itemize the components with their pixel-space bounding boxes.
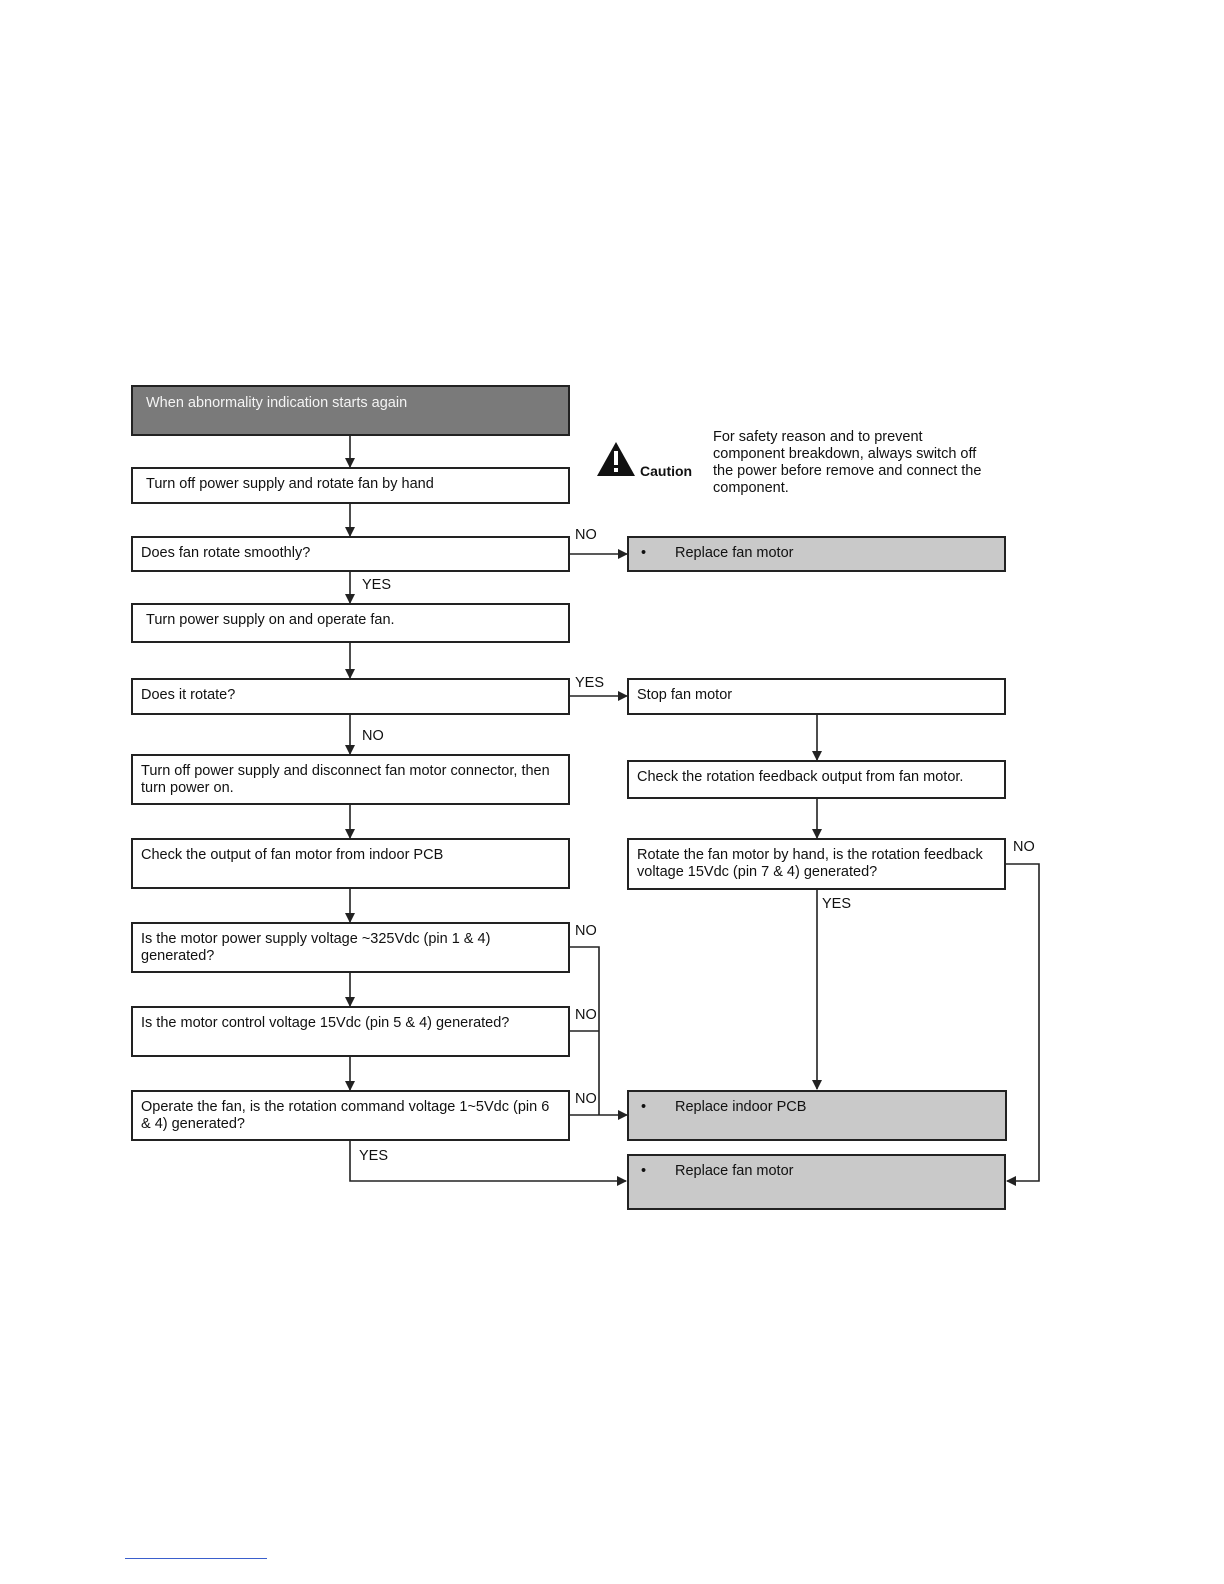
question-feedback-voltage xyxy=(627,838,1006,890)
result-replace-fan-motor-2-label: Replace fan motor xyxy=(675,1163,794,1179)
step-stop-fan-motor xyxy=(627,678,1006,715)
question-does-it-rotate xyxy=(131,678,570,715)
caution-title: Caution xyxy=(640,463,693,479)
label-yes-feedback: YES xyxy=(822,896,852,912)
question-feedback-voltage-label: Rotate the fan motor by hand, is the rotation feedback voltage 15Vdc (pin 7 & 4) generated? xyxy=(637,847,983,880)
warning-triangle-icon xyxy=(596,441,636,477)
step-disconnect-connector xyxy=(131,754,570,805)
question-control-voltage xyxy=(131,1006,570,1057)
label-no-rotate: NO xyxy=(362,728,384,744)
step-check-feedback-label: Check the rotation feedback output from fan motor. xyxy=(637,769,964,785)
question-rotation-command-label: Operate the fan, is the rotation command voltage 1~5Vdc (pin 6 & 4) generated? xyxy=(141,1099,550,1132)
step-check-output-pcb-label: Check the output of fan motor from indoor PCB xyxy=(141,847,444,863)
result-replace-fan-motor-1 xyxy=(627,536,1006,572)
question-power-supply-voltage xyxy=(131,922,570,973)
step-stop-fan-motor-label: Stop fan motor xyxy=(637,687,733,703)
result-replace-fan-motor-2 xyxy=(627,1154,1006,1210)
label-no-feedback: NO xyxy=(1013,839,1035,855)
result-replace-indoor-pcb-label: Replace indoor PCB xyxy=(675,1099,807,1115)
bullet-icon: • xyxy=(641,545,647,561)
question-control-voltage-label: Is the motor control voltage 15Vdc (pin 5 & 4) generated? xyxy=(141,1015,510,1031)
question-rotate-smoothly-label: Does fan rotate smoothly? xyxy=(141,545,311,561)
arrow-q-command-yes xyxy=(350,1140,626,1181)
start-label: When abnormality indication starts again xyxy=(146,395,408,411)
step-power-on-operate xyxy=(131,603,570,643)
step-check-output-pcb xyxy=(131,838,570,889)
label-yes-smooth: YES xyxy=(362,577,392,593)
question-power-supply-voltage-label: Is the motor power supply voltage ~325Vdc (pin 1 & 4) generated? xyxy=(141,931,491,964)
bullet-icon: • xyxy=(641,1163,647,1179)
label-no-15v: NO xyxy=(575,1007,597,1023)
step-turn-off-rotate-label: Turn off power supply and rotate fan by hand xyxy=(146,476,434,492)
start-box xyxy=(131,385,570,436)
step-check-feedback xyxy=(627,760,1006,799)
result-replace-fan-motor-1-label: Replace fan motor xyxy=(675,545,794,561)
caution-text: For safety reason and to prevent component breakdown, always switch off the power before remove and connect the component. xyxy=(713,429,982,496)
result-replace-indoor-pcb xyxy=(627,1090,1007,1141)
label-yes-rotate: YES xyxy=(575,675,605,691)
step-disconnect-connector-label: Turn off power supply and disconnect fan motor connector, then turn power on. xyxy=(141,763,550,796)
step-power-on-operate-label: Turn power supply on and operate fan. xyxy=(146,612,395,628)
question-rotation-command xyxy=(131,1090,570,1141)
label-yes-command: YES xyxy=(359,1148,389,1164)
label-no-smooth: NO xyxy=(575,527,597,543)
footnote-rule xyxy=(125,1558,267,1559)
question-does-it-rotate-label: Does it rotate? xyxy=(141,687,236,703)
bullet-icon: • xyxy=(641,1099,647,1115)
arrow-q-feedback-no xyxy=(1006,864,1039,1181)
label-no-command: NO xyxy=(575,1091,597,1107)
label-no-325v: NO xyxy=(575,923,597,939)
question-rotate-smoothly xyxy=(131,536,570,572)
step-turn-off-rotate xyxy=(131,467,570,504)
